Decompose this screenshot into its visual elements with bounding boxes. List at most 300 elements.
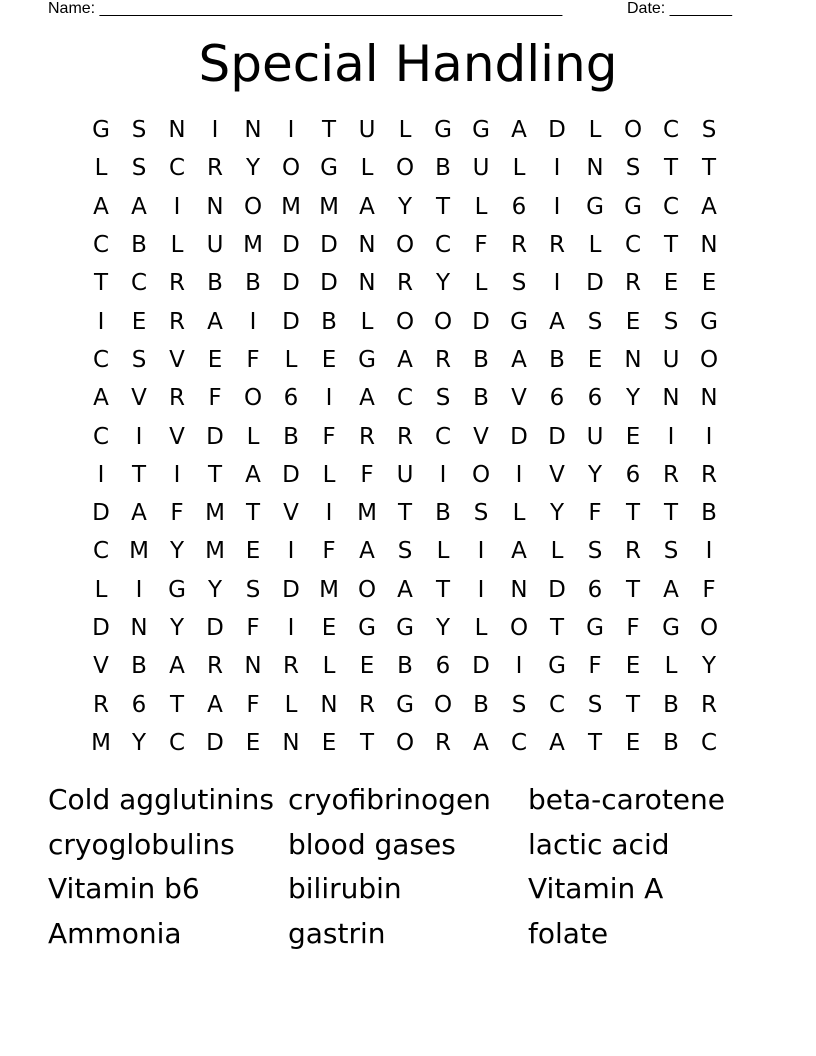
grid-letter: A xyxy=(131,193,147,220)
grid-letter: U xyxy=(586,423,604,450)
grid-letter: T xyxy=(397,500,413,527)
grid-letter: Y xyxy=(435,270,451,297)
grid-letter: G xyxy=(548,653,566,680)
grid-letter: I xyxy=(135,576,143,603)
grid-letter: O xyxy=(471,461,491,488)
grid-letter: S xyxy=(511,691,527,718)
grid-letter: E xyxy=(625,308,641,335)
grid-letter: C xyxy=(130,270,148,297)
grid-letter: F xyxy=(588,500,602,527)
word-list-item: Ammonia xyxy=(48,917,182,951)
grid-letter: S xyxy=(587,538,603,565)
grid-letter: B xyxy=(473,385,489,412)
grid-letter: C xyxy=(168,729,186,756)
name-field: Name: ____________________________________________________ xyxy=(48,0,563,17)
grid-letter: A xyxy=(663,576,679,603)
grid-letter: L xyxy=(322,461,336,488)
grid-letter: I xyxy=(477,576,485,603)
grid-letter: R xyxy=(397,423,413,450)
grid-letter: D xyxy=(282,461,300,488)
grid-row xyxy=(82,264,728,302)
grid-letter: L xyxy=(474,615,488,641)
grid-letter: E xyxy=(587,346,603,373)
grid-letter: B xyxy=(473,346,489,373)
grid-letter: B xyxy=(701,500,717,527)
grid-row xyxy=(82,379,728,417)
grid-letter: C xyxy=(168,155,186,182)
word-list-item: folate xyxy=(528,917,609,951)
word-list-item: Vitamin b6 xyxy=(48,872,200,906)
grid-letter: R xyxy=(701,461,717,488)
grid-letter: C xyxy=(92,232,110,259)
grid-letter: U xyxy=(662,346,680,373)
grid-letter: B xyxy=(131,653,147,680)
grid-letter: E xyxy=(245,538,261,565)
grid-letter: L xyxy=(398,117,412,144)
grid-letter: B xyxy=(321,308,337,335)
grid-row xyxy=(82,647,728,685)
grid-letter: L xyxy=(512,500,526,527)
grid-letter: R xyxy=(93,691,109,718)
grid-letter: I xyxy=(211,117,219,144)
grid-letter: V xyxy=(93,653,109,680)
grid-letter: A xyxy=(701,193,717,220)
grid-letter: 6 xyxy=(511,193,527,220)
grid-letter: U xyxy=(472,155,490,182)
grid-letter: L xyxy=(474,193,488,220)
grid-letter: Y xyxy=(131,729,147,756)
word-list-item: beta-carotene xyxy=(528,783,725,816)
grid-letter: E xyxy=(321,729,337,756)
grid-letter: E xyxy=(245,729,261,756)
grid-letter: F xyxy=(360,461,374,488)
grid-letter: Y xyxy=(625,385,641,412)
grid-letter: D xyxy=(282,576,300,603)
grid-letter: I xyxy=(439,461,447,488)
grid-letter: T xyxy=(549,615,565,641)
grid-letter: A xyxy=(359,385,375,412)
grid-letter: D xyxy=(548,117,566,144)
grid-letter: R xyxy=(625,538,641,565)
grid-letter: C xyxy=(662,117,680,144)
grid-letter: I xyxy=(705,423,713,450)
grid-letter: O xyxy=(699,346,719,373)
grid-letter: D xyxy=(586,270,604,297)
grid-letter: I xyxy=(325,385,333,412)
grid-letter: I xyxy=(705,538,713,565)
grid-letter: G xyxy=(396,615,414,641)
grid-letter: R xyxy=(435,346,451,373)
grid-letter: C xyxy=(700,729,718,756)
grid-letter: L xyxy=(588,232,602,259)
grid-letter: S xyxy=(131,117,147,144)
grid-letter: A xyxy=(397,576,413,603)
grid-letter: R xyxy=(625,270,641,297)
grid-letter: N xyxy=(282,729,300,756)
grid-letter: L xyxy=(436,538,450,565)
grid-letter: C xyxy=(92,538,110,565)
grid-row xyxy=(82,571,728,609)
grid-letter: R xyxy=(397,270,413,297)
grid-letter: N xyxy=(700,232,718,259)
grid-letter: A xyxy=(549,729,565,756)
grid-letter: S xyxy=(511,270,527,297)
word-list-item: gastrin xyxy=(288,917,386,951)
grid-letter: I xyxy=(173,193,181,220)
letter-grid xyxy=(82,111,728,762)
grid-letter: Y xyxy=(549,500,565,527)
word-list-item: cryofibrinogen xyxy=(288,783,491,816)
grid-letter: F xyxy=(322,538,336,565)
grid-letter: T xyxy=(701,155,717,182)
grid-letter: E xyxy=(625,729,641,756)
grid-row xyxy=(82,685,728,723)
grid-letter: T xyxy=(663,232,679,259)
grid-letter: R xyxy=(701,691,717,718)
grid-letter: D xyxy=(282,270,300,297)
grid-letter: C xyxy=(624,232,642,259)
grid-letter: T xyxy=(207,461,223,488)
grid-letter: C xyxy=(92,346,110,373)
grid-letter: V xyxy=(169,423,185,450)
grid-letter: O xyxy=(433,691,453,718)
grid-letter: R xyxy=(207,653,223,680)
grid-letter: R xyxy=(207,155,223,182)
grid-letter: B xyxy=(207,270,223,297)
grid-letter: Y xyxy=(701,653,717,680)
grid-letter: I xyxy=(97,461,105,488)
grid-letter: T xyxy=(245,500,261,527)
grid-letter: S xyxy=(473,500,489,527)
grid-letter: L xyxy=(550,538,564,565)
word-list-item: Cold agglutinins xyxy=(48,783,274,816)
grid-letter: F xyxy=(246,615,260,641)
grid-row xyxy=(82,532,728,570)
grid-letter: T xyxy=(169,691,185,718)
grid-letter: S xyxy=(131,155,147,182)
grid-letter: S xyxy=(701,117,717,144)
grid-letter: E xyxy=(625,653,641,680)
grid-letter: Y xyxy=(245,155,261,182)
grid-letter: B xyxy=(283,423,299,450)
grid-letter: F xyxy=(246,346,260,373)
grid-letter: I xyxy=(477,538,485,565)
grid-letter: G xyxy=(510,308,528,335)
grid-letter: F xyxy=(626,615,640,641)
grid-row xyxy=(82,341,728,379)
grid-letter: O xyxy=(395,232,415,259)
date-field: Date: _______ xyxy=(627,0,732,17)
grid-letter: O xyxy=(395,155,415,182)
grid-letter: D xyxy=(206,423,224,450)
grid-letter: M xyxy=(205,500,225,527)
grid-letter: R xyxy=(169,270,185,297)
grid-letter: L xyxy=(94,576,108,603)
grid-letter: A xyxy=(359,538,375,565)
grid-letter: F xyxy=(474,232,488,259)
grid-letter: C xyxy=(662,193,680,220)
grid-letter: M xyxy=(129,538,149,565)
grid-letter: I xyxy=(287,117,295,144)
grid-letter: T xyxy=(625,576,641,603)
grid-letter: S xyxy=(663,308,679,335)
grid-letter: U xyxy=(206,232,224,259)
grid-letter: A xyxy=(359,193,375,220)
grid-letter: C xyxy=(396,385,414,412)
grid-letter: R xyxy=(435,729,451,756)
grid-letter: R xyxy=(511,232,527,259)
grid-letter: E xyxy=(321,346,337,373)
grid-letter: A xyxy=(207,691,223,718)
grid-letter: G xyxy=(700,308,718,335)
grid-letter: 6 xyxy=(549,385,565,412)
grid-letter: D xyxy=(472,308,490,335)
word-list xyxy=(48,778,768,957)
grid-letter: D xyxy=(320,270,338,297)
grid-letter: V xyxy=(473,423,489,450)
grid-letter: V xyxy=(131,385,147,412)
grid-letter: N xyxy=(206,193,224,220)
grid-letter: N xyxy=(244,653,262,680)
grid-letter: A xyxy=(207,308,223,335)
worksheet-header xyxy=(0,0,816,20)
word-list-item: bilirubin xyxy=(288,872,402,906)
grid-letter: G xyxy=(320,155,338,182)
grid-letter: S xyxy=(587,691,603,718)
grid-letter: N xyxy=(700,385,718,412)
grid-letter: A xyxy=(131,500,147,527)
grid-letter: I xyxy=(287,615,295,641)
grid-letter: B xyxy=(549,346,565,373)
grid-letter: L xyxy=(94,155,108,182)
grid-letter: T xyxy=(663,500,679,527)
grid-letter: A xyxy=(511,117,527,144)
grid-letter: F xyxy=(322,423,336,450)
grid-letter: L xyxy=(322,653,336,680)
grid-letter: Y xyxy=(587,461,603,488)
word-list-item: Vitamin A xyxy=(528,872,664,906)
grid-letter: L xyxy=(588,117,602,144)
grid-letter: O xyxy=(395,729,415,756)
grid-letter: O xyxy=(243,385,263,412)
word-list-item: cryoglobulins xyxy=(48,827,235,861)
grid-letter: N xyxy=(358,270,376,297)
grid-letter: O xyxy=(395,308,415,335)
grid-letter: Y xyxy=(207,576,223,603)
grid-letter: S xyxy=(625,155,641,182)
grid-letter: I xyxy=(287,538,295,565)
grid-letter: B xyxy=(473,691,489,718)
grid-letter: I xyxy=(135,423,143,450)
grid-letter: Y xyxy=(169,615,185,641)
grid-letter: A xyxy=(93,385,109,412)
grid-letter: E xyxy=(359,653,375,680)
grid-row xyxy=(82,417,728,455)
grid-letter: L xyxy=(284,691,298,718)
grid-letter: D xyxy=(548,576,566,603)
grid-letter: N xyxy=(624,346,642,373)
grid-letter: D xyxy=(92,615,110,641)
grid-letter: M xyxy=(357,500,377,527)
grid-letter: B xyxy=(131,232,147,259)
grid-letter: T xyxy=(625,691,641,718)
grid-letter: T xyxy=(131,461,147,488)
grid-letter: N xyxy=(358,232,376,259)
grid-row xyxy=(82,226,728,264)
grid-letter: I xyxy=(553,155,561,182)
grid-letter: D xyxy=(92,500,110,527)
grid-letter: B xyxy=(245,270,261,297)
grid-row xyxy=(82,188,728,226)
grid-letter: G xyxy=(586,615,604,641)
grid-letter: R xyxy=(283,653,299,680)
grid-letter: I xyxy=(553,270,561,297)
grid-letter: N xyxy=(168,117,186,144)
grid-letter: I xyxy=(173,461,181,488)
grid-letter: T xyxy=(93,270,109,297)
grid-letter: C xyxy=(434,232,452,259)
grid-letter: N xyxy=(244,117,262,144)
grid-letter: S xyxy=(587,308,603,335)
grid-row xyxy=(82,494,728,532)
grid-letter: I xyxy=(667,423,675,450)
grid-letter: R xyxy=(549,232,565,259)
grid-letter: L xyxy=(360,155,374,182)
grid-letter: E xyxy=(207,346,223,373)
grid-letter: Y xyxy=(397,193,413,220)
grid-letter: R xyxy=(169,385,185,412)
grid-letter: G xyxy=(662,615,680,641)
grid-letter: A xyxy=(93,193,109,220)
grid-letter: I xyxy=(515,653,523,680)
grid-letter: L xyxy=(360,308,374,335)
grid-letter: D xyxy=(320,232,338,259)
grid-letter: L xyxy=(170,232,184,259)
grid-letter: A xyxy=(549,308,565,335)
grid-letter: U xyxy=(358,117,376,144)
grid-letter: O xyxy=(243,193,263,220)
grid-letter: O xyxy=(281,155,301,182)
grid-letter: T xyxy=(663,155,679,182)
grid-letter: A xyxy=(473,729,489,756)
grid-row xyxy=(82,724,728,762)
grid-letter: C xyxy=(434,423,452,450)
word-list-item: blood gases xyxy=(288,827,456,861)
page-title: Special Handling xyxy=(198,35,618,93)
grid-letter: I xyxy=(97,308,105,335)
grid-letter: D xyxy=(206,615,224,641)
grid-letter: S xyxy=(245,576,261,603)
grid-letter: N xyxy=(130,615,148,641)
grid-letter: 6 xyxy=(587,385,603,412)
grid-letter: C xyxy=(92,423,110,450)
grid-letter: M xyxy=(243,232,263,259)
grid-letter: A xyxy=(511,538,527,565)
grid-letter: R xyxy=(359,691,375,718)
grid-letter: Y xyxy=(169,538,185,565)
grid-letter: G xyxy=(586,193,604,220)
grid-letter: 6 xyxy=(587,576,603,603)
grid-letter: L xyxy=(246,423,260,450)
grid-letter: M xyxy=(91,729,111,756)
grid-letter: N xyxy=(586,155,604,182)
grid-letter: 6 xyxy=(131,691,147,718)
grid-letter: T xyxy=(435,193,451,220)
grid-letter: F xyxy=(588,653,602,680)
grid-letter: Y xyxy=(435,615,451,641)
grid-letter: T xyxy=(359,729,375,756)
grid-row xyxy=(82,609,728,647)
grid-letter: B xyxy=(663,691,679,718)
grid-letter: A xyxy=(245,461,261,488)
grid-letter: I xyxy=(553,193,561,220)
grid-letter: L xyxy=(664,653,678,680)
grid-letter: I xyxy=(249,308,257,335)
grid-letter: D xyxy=(548,423,566,450)
grid-letter: B xyxy=(663,729,679,756)
grid-letter: G xyxy=(358,615,376,641)
grid-letter: E xyxy=(663,270,679,297)
grid-letter: F xyxy=(246,691,260,718)
grid-letter: A xyxy=(397,346,413,373)
grid-letter: O xyxy=(433,308,453,335)
word-list-item: lactic acid xyxy=(528,827,670,861)
grid-letter: T xyxy=(625,500,641,527)
grid-letter: I xyxy=(515,461,523,488)
grid-letter: G xyxy=(624,193,642,220)
grid-letter: G xyxy=(358,346,376,373)
grid-letter: G xyxy=(396,691,414,718)
grid-letter: M xyxy=(319,576,339,603)
grid-letter: D xyxy=(282,232,300,259)
grid-letter: N xyxy=(510,576,528,603)
grid-letter: T xyxy=(435,576,451,603)
grid-letter: N xyxy=(320,691,338,718)
grid-letter: L xyxy=(512,155,526,182)
grid-row xyxy=(82,302,728,340)
grid-letter: T xyxy=(321,117,337,144)
grid-letter: 6 xyxy=(625,461,641,488)
grid-letter: C xyxy=(510,729,528,756)
grid-letter: D xyxy=(206,729,224,756)
grid-letter: T xyxy=(587,729,603,756)
grid-letter: N xyxy=(662,385,680,412)
grid-letter: 6 xyxy=(435,653,451,680)
grid-letter: L xyxy=(284,346,298,373)
grid-letter: B xyxy=(435,500,451,527)
grid-letter: G xyxy=(92,117,110,144)
grid-letter: E xyxy=(321,615,337,641)
grid-letter: C xyxy=(548,691,566,718)
grid-letter: E xyxy=(131,308,147,335)
grid-letter: F xyxy=(170,500,184,527)
grid-letter: A xyxy=(511,346,527,373)
grid-letter: R xyxy=(663,461,679,488)
grid-letter: U xyxy=(396,461,414,488)
grid-letter: D xyxy=(282,308,300,335)
grid-letter: G xyxy=(434,117,452,144)
grid-letter: B xyxy=(397,653,413,680)
grid-letter: S xyxy=(435,385,451,412)
grid-letter: V xyxy=(283,500,299,527)
grid-letter: R xyxy=(359,423,375,450)
grid-letter: L xyxy=(474,270,488,297)
grid-letter: S xyxy=(397,538,413,565)
grid-letter: M xyxy=(319,193,339,220)
grid-letter: 6 xyxy=(283,385,299,412)
grid-letter: O xyxy=(623,117,643,144)
grid-row xyxy=(82,111,728,149)
